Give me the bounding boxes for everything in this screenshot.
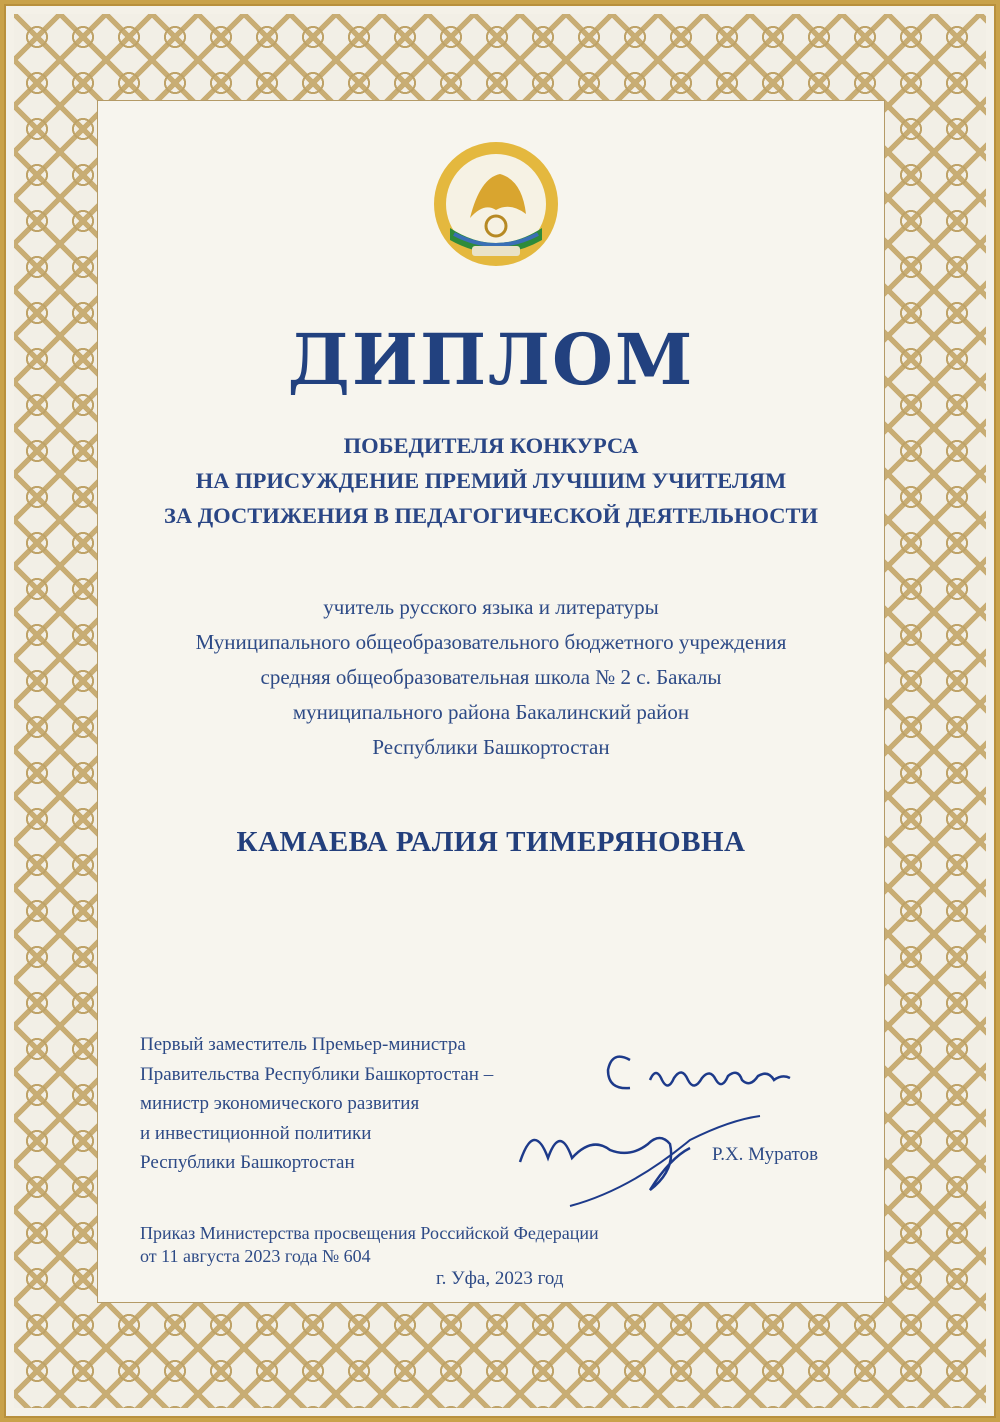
signer-line: Первый заместитель Премьер-министра — [140, 1034, 466, 1055]
bashkortostan-emblem-icon — [430, 138, 562, 272]
order-line: Приказ Министерства просвещения Российской Федерации — [140, 1223, 599, 1243]
subtitle-line: НА ПРИСУЖДЕНИЕ ПРЕМИЙ ЛУЧШИМ УЧИТЕЛЯМ — [195, 468, 787, 493]
signer-position — [140, 1030, 493, 1178]
subtitle-line: ПОБЕДИТЕЛЯ КОНКУРСА — [343, 433, 639, 458]
diploma-subtitle — [100, 428, 882, 533]
signer-line: и инвестиционной политики — [140, 1122, 372, 1144]
order-line: от 11 августа 2023 года № 604 — [140, 1246, 371, 1266]
organization-line: муниципального района Бакалинский район — [292, 700, 690, 724]
organization-line: средняя общеобразовательная школа № 2 с. Бакалы — [260, 665, 722, 689]
organization-block — [100, 590, 882, 765]
organization-line: Муниципального общеобразовательного бюджетного учреждения — [195, 630, 787, 654]
organization-line: учитель русского языка и литературы — [323, 595, 659, 619]
signer-line: Республики Башкортостан — [140, 1152, 355, 1173]
signer-name: Р.Х. Муратов — [712, 1144, 819, 1165]
signer-line: министр экономического развития — [140, 1093, 420, 1114]
organization-line: Республики Башкортостан — [372, 735, 610, 759]
signer-line: Правительства Республики Башкортостан – — [140, 1063, 494, 1085]
diploma-title: ДИПЛОМ — [287, 318, 695, 401]
place-year: г. Уфа, 2023 год — [436, 1268, 564, 1289]
recipient-name: КАМАЕВА РАЛИЯ ТИМЕРЯНОВНА — [236, 826, 746, 858]
subtitle-line: ЗА ДОСТИЖЕНИЯ В ПЕДАГОГИЧЕСКОЙ ДЕЯТЕЛЬНОСТИ — [163, 503, 819, 528]
order-reference — [140, 1222, 599, 1268]
handwritten-signature — [500, 1040, 870, 1230]
